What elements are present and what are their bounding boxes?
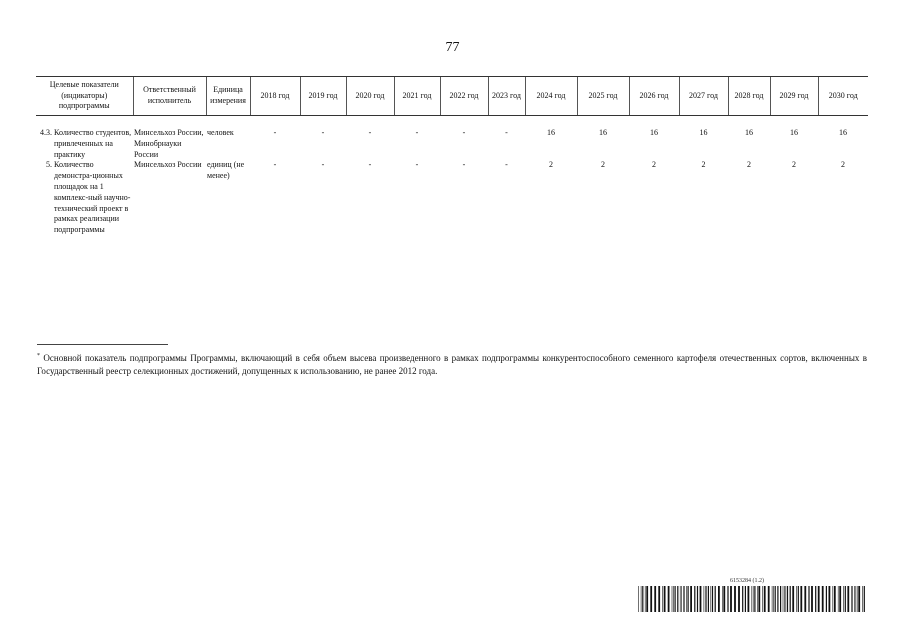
header-year: 2023 год <box>488 77 525 116</box>
year-value: 16 <box>599 128 608 137</box>
year-value: 2 <box>652 160 657 170</box>
header-year: 2030 год <box>818 77 868 116</box>
year-value: 16 <box>547 128 556 137</box>
header-year: 2022 год <box>440 77 488 116</box>
header-unit: Единица измерения <box>206 77 250 116</box>
header-year: 2020 год <box>346 77 394 116</box>
header-year: 2019 год <box>300 77 346 116</box>
year-value: - <box>462 160 466 170</box>
year-value: - <box>273 160 277 170</box>
year-value: - <box>321 128 325 137</box>
indicators-table <box>36 76 868 236</box>
header-year: 2026 год <box>629 77 679 116</box>
document-code: 6153284 (1.2) <box>730 578 764 584</box>
header-year: 2028 год <box>728 77 770 116</box>
year-value: 16 <box>699 128 708 137</box>
footnote-marker: * <box>37 353 40 359</box>
header-year: 2027 год <box>679 77 728 116</box>
unit-of-measure: человек <box>207 128 234 137</box>
year-value: - <box>368 160 372 170</box>
footnote-divider <box>37 344 168 345</box>
header-year: 2021 год <box>394 77 440 116</box>
year-value: - <box>415 128 419 137</box>
table-row <box>36 160 868 236</box>
indicator-name: Количество демонстра-ционных площадок на 1 комплекс-ный научно-технический проект в рамках реализации подпрограммы <box>54 160 131 235</box>
responsible-executor: Минсельхоз России, Минобрнауки России <box>134 128 204 159</box>
barcode-image <box>638 586 868 612</box>
year-value: - <box>505 128 508 137</box>
year-value: 2 <box>747 160 752 170</box>
row-number: 5. <box>46 160 52 170</box>
year-value: - <box>505 160 508 170</box>
year-value: 16 <box>650 128 659 137</box>
header-year: 2018 год <box>250 77 300 116</box>
footnote-text: Основной показатель подпрограммы Программы, включающий в себя объем высева произведенного в рамках подпрограммы конкурентоспособного семенного картофеля отечественных сортов, включенных в Государственный реестр селекционных достижений, допущенных к использованию, не ранее 2012 года. <box>37 353 867 377</box>
header-year: 2024 год <box>525 77 577 116</box>
header-responsible: Ответственный исполнитель <box>133 77 206 116</box>
year-value: 2 <box>792 160 797 170</box>
header-indicator: Целевые показатели (индикаторы) подпрограммы <box>36 77 133 116</box>
header-row <box>36 77 868 116</box>
page-number: 77 <box>445 40 460 55</box>
indicator-name: Количество студентов, привлеченных на практику <box>54 128 132 159</box>
year-value: 2 <box>549 160 554 170</box>
year-value: - <box>273 128 277 137</box>
header-year: 2025 год <box>577 77 629 116</box>
footnote <box>37 352 867 378</box>
year-value: - <box>462 128 466 137</box>
row-number: 4.3. <box>40 128 52 137</box>
year-value: 16 <box>839 128 848 137</box>
year-value: - <box>321 160 325 170</box>
header-year: 2029 год <box>770 77 818 116</box>
year-value: 2 <box>601 160 606 170</box>
year-value: - <box>368 128 372 137</box>
year-value: 2 <box>701 160 706 170</box>
year-value: 16 <box>790 128 799 137</box>
unit-of-measure: единиц (не менее) <box>207 160 245 181</box>
year-value: - <box>415 160 419 170</box>
year-value: 2 <box>841 160 846 170</box>
table-row <box>36 128 868 160</box>
responsible-executor: Минсельхоз России <box>134 160 202 170</box>
year-value: 16 <box>745 128 754 137</box>
